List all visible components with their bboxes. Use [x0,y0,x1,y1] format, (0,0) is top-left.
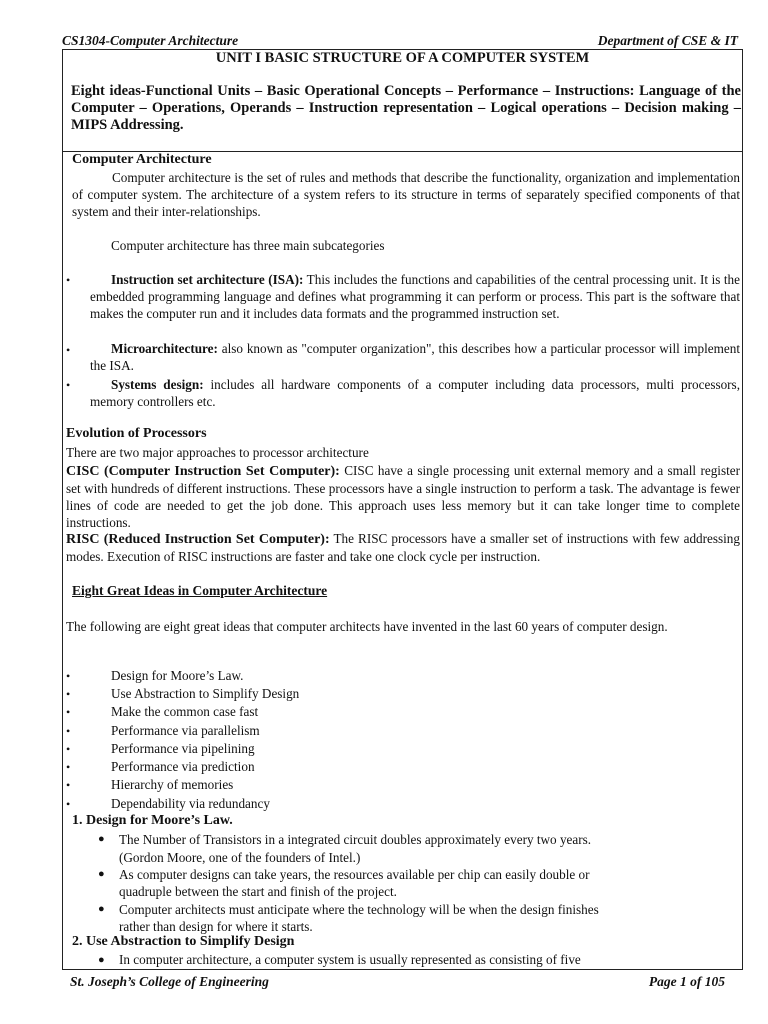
heading-eight-great-ideas: Eight Great Ideas in Computer Architecture [72,583,328,598]
unit-title: UNIT I BASIC STRUCTURE OF A COMPUTER SYSTEM [215,50,590,66]
paragraph-eight-ideas-intro: The following are eight great ideas that computer architects have invented in the last 60 years of computer design. [66,619,668,634]
bullet-dot: • [66,378,71,392]
abstraction-bullet-1: In computer architecture, a computer system is usually represented as consisting of five [119,952,581,967]
bullet-dot: • [66,742,71,756]
bullet-dot: • [66,724,71,738]
bullet-dot: • [66,687,71,701]
paragraph-risc [66,530,740,565]
moore-bullet-1-line-2: (Gordon Moore, one of the founders of Intel.) [119,850,361,865]
idea-item: Performance via pipelining [111,741,255,756]
bullet-dot: • [66,669,71,683]
desc-microarchitecture: also known as "computer organization", this describes how a particular processor will implement the ISA. [90,341,740,373]
header-department: Department of CSE & IT [597,33,738,48]
idea-item: Dependability via redundancy [111,796,270,811]
term-cisc: CISC (Computer Instruction Set Computer): [66,464,340,479]
term-microarchitecture: Microarchitecture: [111,341,218,356]
bullet-dot: ● [98,833,105,845]
idea-item: Performance via prediction [111,759,255,774]
bullet-dot: • [66,273,71,287]
list-item-isa [90,271,740,322]
paragraph-architecture-definition: Computer architecture is the set of rules and methods that describe the functionality, organization and implementation of computer system. The architecture of a system refers to its structure in terms of separately specified components of that system and their inter-relationships. [72,170,740,219]
bullet-dot: • [66,778,71,792]
header-course: CS1304-Computer Architecture [62,33,239,48]
desc-systems-design: includes all hardware components of a computer including data processors, multi processors, memory controllers etc. [90,377,740,409]
paragraph-subcategories: Computer architecture has three main subcategories [111,238,385,253]
paragraph-evolution-intro: There are two major approaches to processor architecture [66,445,369,460]
idea-item: Design for Moore’s Law. [111,668,244,683]
idea-item: Make the common case fast [111,704,259,719]
syllabus-text: Eight ideas-Functional Units – Basic Operational Concepts – Performance – Instructions: Language of the Computer – Operations, Operands – Instruction representation – Logical operations – Decision making – MIPS Addressing. [71,83,741,133]
list-item-microarchitecture [90,340,740,374]
bullet-dot: ● [98,954,105,966]
heading-evolution-of-processors: Evolution of Processors [66,426,207,441]
list-item-systems-design [90,376,740,410]
heading-design-for-moores-law: 1. Design for Moore’s Law. [72,813,233,828]
term-risc: RISC (Reduced Instruction Set Computer): [66,532,330,547]
desc-cisc: CISC have a single processing unit external memory and a small register set with hundreds of different instructions. These processors have a single instruction to perform a task. The advantage is fewer lines of code are needed to get the job done. This approach uses less memory but it can take longer time to complete instructions. [66,463,740,530]
idea-item: Use Abstraction to Simplify Design [111,686,300,701]
heading-use-abstraction: 2. Use Abstraction to Simplify Design [72,934,295,949]
footer-college: St. Joseph’s College of Engineering [70,974,269,989]
bullet-dot: • [66,343,71,357]
moore-bullet-2-line-2: quadruple between the start and finish of the project. [119,884,397,899]
moore-bullet-1-line-1: The Number of Transistors in a integrated circuit doubles approximately every two years. [119,832,592,847]
bullet-dot: ● [98,903,105,915]
bullet-dot: • [66,760,71,774]
idea-item: Performance via parallelism [111,723,260,738]
desc-risc: The RISC processors have a smaller set of instructions with few addressing modes. Execution of RISC instructions are faster and take one clock cycle per instruction. [66,531,740,564]
idea-item: Hierarchy of memories [111,777,234,792]
paragraph-cisc [66,462,740,531]
bullet-dot: ● [98,868,105,880]
term-systems-design: Systems design: [111,377,204,392]
term-isa: Instruction set architecture (ISA): [111,272,304,287]
bullet-dot: • [66,797,71,811]
moore-bullet-3-line-1: Computer architects must anticipate where the technology will be when the design finishes [119,902,599,917]
moore-bullet-3-line-2: rather than design for where it starts. [119,919,313,934]
desc-isa: This includes the functions and capabilities of the central processing unit. It is the embedded programming language and defines what programming it can perform or process. This part is the software that makes the computer run and it includes data formats and the programmed instruction set. [90,272,740,321]
moore-bullet-2-line-1: As computer designs can take years, the resources available per chip can easily double or [119,867,590,882]
footer-page-number: Page 1 of 105 [648,974,725,989]
heading-computer-architecture: Computer Architecture [72,152,212,167]
bullet-dot: • [66,705,71,719]
